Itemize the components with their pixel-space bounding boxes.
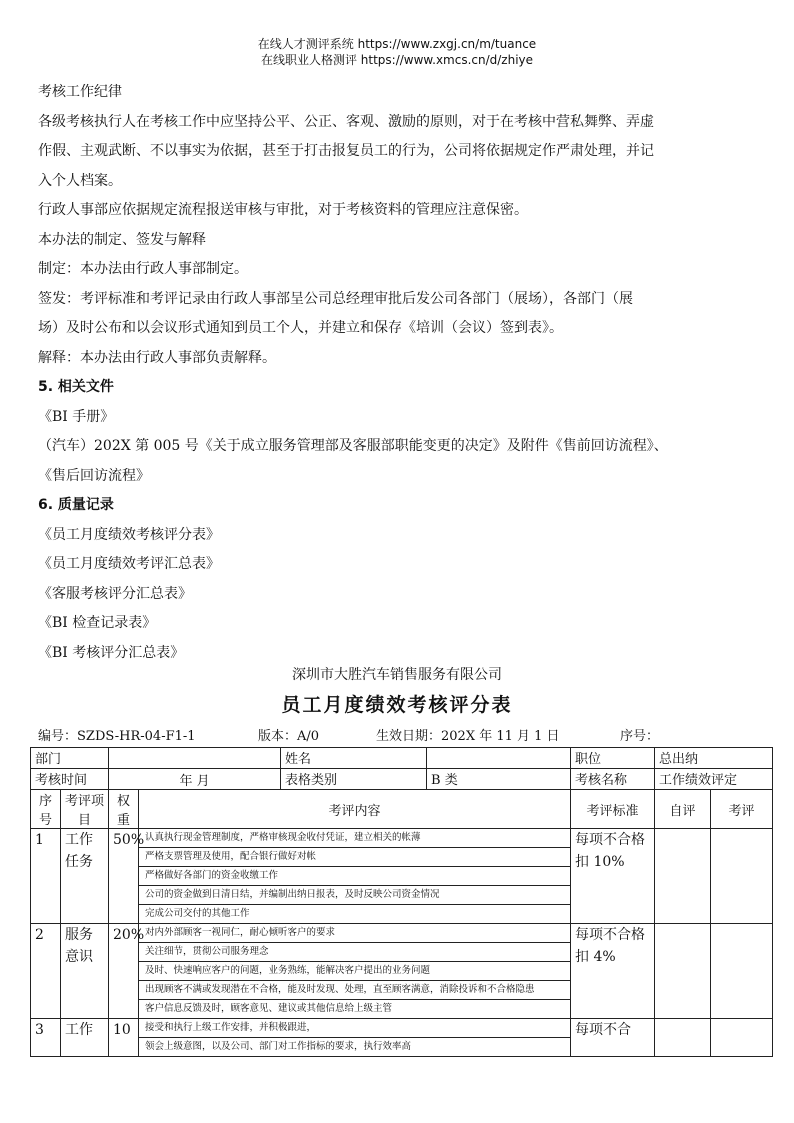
name-label: 姓名 <box>281 748 427 769</box>
page-header <box>0 36 794 68</box>
row-standard: 每项不合 <box>571 1019 655 1057</box>
column-header-row <box>31 790 773 829</box>
self-score-cell[interactable] <box>655 924 711 1019</box>
form-serial: 序号： <box>620 729 660 744</box>
row-seq: 3 <box>31 1019 61 1057</box>
table-row <box>31 829 773 924</box>
row-standard: 每项不合格扣 4% <box>571 924 655 1019</box>
table-row <box>31 748 773 769</box>
position-label: 职位 <box>571 748 655 769</box>
content-item: 严格做好各部门的资金收缴工作 <box>139 867 570 886</box>
self-score-cell[interactable] <box>655 829 711 924</box>
form-version: 版本：A/0 <box>258 729 320 744</box>
content-item: 领会上级意图，以及公司、部门对工作指标的要求，执行效率高 <box>145 1041 412 1052</box>
row-seq: 2 <box>31 924 61 1019</box>
paragraph: 各级考核执行人在考核工作中应坚持公平、公正、客观、激励的原则，对于在考核中营私舞弊、弄虚 <box>38 113 654 130</box>
reference-line: 《BI 手册》 <box>38 408 115 425</box>
reference-line: 《售后回访流程》 <box>38 467 150 484</box>
row-item: 工作任务 <box>61 829 109 924</box>
row-seq: 1 <box>31 829 61 924</box>
review-score-cell[interactable] <box>711 829 773 924</box>
paragraph: 考核工作纪律 <box>38 84 122 100</box>
col-seq: 序号 <box>31 790 61 829</box>
section-heading: 6. 质量记录 <box>38 497 114 513</box>
row-weight: 10 <box>109 1019 139 1057</box>
content-item: 关注细节，贯彻公司服务理念 <box>139 943 570 962</box>
paragraph: 签发：考评标准和考评记录由行政人事部呈公司总经理审批后发公司各部门（展场），各部门（展 <box>38 290 633 307</box>
row-contents <box>139 829 571 924</box>
col-content: 考评内容 <box>139 790 571 829</box>
col-standard: 考评标准 <box>571 790 655 829</box>
content-item: 及时、快速响应客户的问题，业务熟练，能解决客户提出的业务问题 <box>139 962 570 981</box>
row-contents <box>139 924 571 1019</box>
record-line: 《员工月度绩效考评汇总表》 <box>38 556 220 572</box>
row-weight: 50% <box>109 829 139 924</box>
assess-name-label: 考核名称 <box>571 769 655 790</box>
row-contents <box>139 1019 571 1057</box>
header-line-1: 在线人才测评系统 https://www.zxgj.cn/m/tuance <box>257 37 537 51</box>
form-effective-date: 生效日期：202X 年 11 月 1 日 <box>376 729 560 744</box>
paragraph: 作假、主观武断、不以事实为依据，甚至于打击报复员工的行为，公司将依据规定作严肃处理，并记 <box>38 143 654 159</box>
paragraph: 行政人事部应依据规定流程报送审核与审批，对于考核资料的管理应注意保密。 <box>38 202 528 218</box>
header-line-2: 在线职业人格测评 https://www.xmcs.cn/d/zhiye <box>260 53 534 67</box>
document-body <box>38 78 758 668</box>
content-item: 对内外部顾客一视同仁，耐心倾听客户的要求 <box>139 924 570 943</box>
record-line: 《BI 检查记录表》 <box>38 615 157 631</box>
form-meta <box>38 725 659 744</box>
form-title: 员工月度绩效考核评分表 <box>281 694 513 716</box>
paragraph: 本办法的制定、签发与解释 <box>38 231 206 248</box>
form-code: 编号：SZDS-HR-04-F1-1 <box>38 729 196 744</box>
row-item: 服务意识 <box>61 924 109 1019</box>
self-score-cell[interactable] <box>655 1019 711 1057</box>
col-review: 考评 <box>711 790 773 829</box>
col-item: 考评项目 <box>61 790 109 829</box>
record-line: 《员工月度绩效考核评分表》 <box>38 526 220 543</box>
table-row <box>31 924 773 1019</box>
reference-line: （汽车）202X 第 005 号《关于成立服务管理部及客服部职能变更的决定》及附件《售前回访流程》、 <box>38 438 668 454</box>
content-item: 出现顾客不满或发现潜在不合格，能及时发现、处理，直至顾客满意，消除投诉和不合格隐患 <box>139 981 570 1000</box>
table-row <box>31 769 773 790</box>
type-label: 表格类别 <box>281 769 427 790</box>
content-item: 认真执行现金管理制度，严格审核现金收付凭证，建立相关的帐薄 <box>139 829 570 848</box>
name-value[interactable] <box>427 748 571 769</box>
paragraph: 制定：本办法由行政人事部制定。 <box>38 261 248 277</box>
assess-name-value: 工作绩效评定 <box>655 769 773 790</box>
row-standard: 每项不合格扣 10% <box>571 829 655 924</box>
review-score-cell[interactable] <box>711 924 773 1019</box>
table-row <box>31 1019 773 1057</box>
company-name: 深圳市大胜汽车销售服务有限公司 <box>292 667 502 683</box>
record-line: 《客服考核评分汇总表》 <box>38 585 192 602</box>
period-value: 年 月 <box>109 769 281 790</box>
content-item: 接受和执行上级工作安排，并积极跟进， <box>139 1019 570 1038</box>
dept-value[interactable] <box>109 748 281 769</box>
row-weight: 20% <box>109 924 139 1019</box>
section-heading: 5. 相关文件 <box>38 379 114 395</box>
position-value: 总出纳 <box>655 748 773 769</box>
content-item: 客户信息反馈及时，顾客意见、建议或其他信息给上级主管 <box>145 1003 393 1014</box>
period-label: 考核时间 <box>31 769 109 790</box>
content-item: 完成公司交付的其他工作 <box>145 908 250 919</box>
col-self: 自评 <box>655 790 711 829</box>
evaluation-table <box>30 747 773 1057</box>
content-item: 公司的资金做到日清日结，并编制出纳日报表，及时反映公司资金情况 <box>139 886 570 905</box>
type-value: B 类 <box>427 769 571 790</box>
content-item: 严格支票管理及使用，配合银行做好对帐 <box>139 848 570 867</box>
dept-label: 部门 <box>31 748 109 769</box>
row-item: 工作 <box>61 1019 109 1057</box>
review-score-cell[interactable] <box>711 1019 773 1057</box>
paragraph: 场）及时公布和以会议形式通知到员工个人，并建立和保存《培训（会议）签到表》。 <box>38 320 563 336</box>
paragraph: 解释：本办法由行政人事部负责解释。 <box>38 349 276 366</box>
record-line: 《BI 考核评分汇总表》 <box>38 644 185 661</box>
col-weight: 权重 <box>109 790 139 829</box>
paragraph: 入个人档案。 <box>38 172 122 189</box>
